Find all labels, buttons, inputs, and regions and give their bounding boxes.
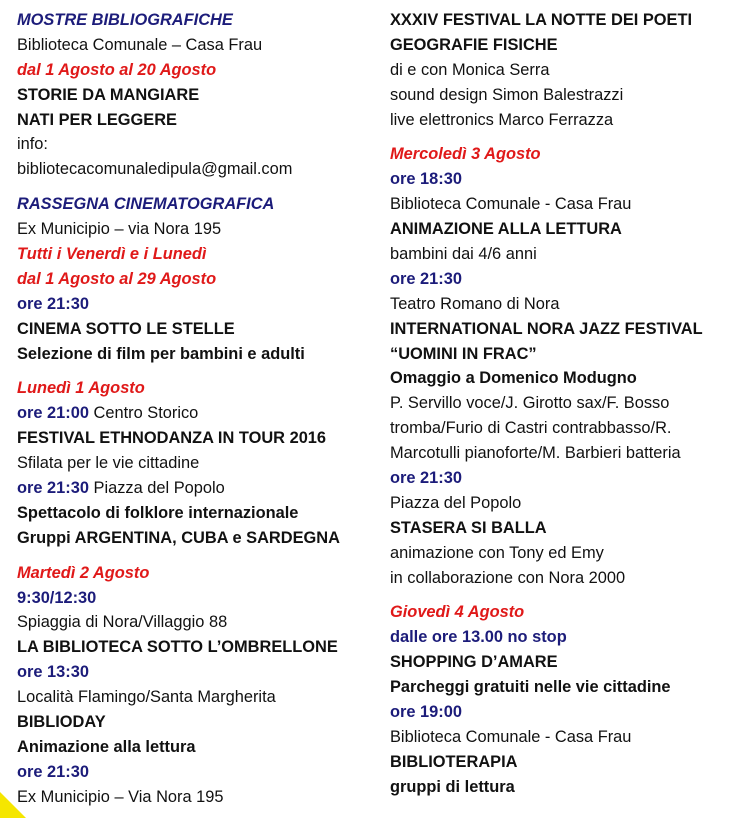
event-credit: P. Servillo voce/J. Girotto sax/F. Bosso — [390, 394, 670, 413]
venue: Località Flamingo/Santa Margherita — [17, 688, 276, 707]
day-schedule: Tutti i Venerdì e i Lunedì — [17, 245, 207, 264]
event-title: GEOGRAFIE FISICHE — [390, 35, 558, 54]
section-header: MOSTRE BIBLIOGRAFICHE — [17, 11, 233, 29]
event-subtitle: gruppi di lettura — [390, 777, 515, 796]
event-time: ore 13:30 — [17, 663, 89, 682]
venue: Teatro Romano di Nora — [390, 294, 560, 313]
event-description: bambini dai 4/6 anni — [390, 245, 537, 264]
event-title: STORIE DA MANGIARE — [17, 85, 200, 104]
event-credit: live elettronics Marco Ferrazza — [390, 110, 614, 129]
event-description: Sfilata per le vie cittadine — [17, 454, 200, 473]
venue: Piazza del Popolo — [88, 479, 225, 498]
venue: Biblioteca Comunale - Casa Frau — [390, 195, 632, 214]
info-label: info: — [17, 135, 48, 154]
event-subtitle: Animazione alla lettura — [17, 737, 196, 756]
event-description: animazione con Tony ed Emy — [390, 543, 604, 562]
venue: Piazza del Popolo — [390, 493, 522, 512]
event-subtitle: Selezione di film per bambini e adulti — [17, 344, 305, 363]
corner-decoration — [0, 792, 26, 818]
event-time: ore 21:30 — [390, 469, 462, 488]
event-time: ore 21:30 — [17, 294, 89, 313]
event-title: BIBLIODAY — [17, 713, 106, 732]
event-time: ore 19:00 — [390, 703, 462, 722]
event-title: INTERNATIONAL NORA JAZZ FESTIVAL — [390, 319, 703, 338]
event-title: ANIMAZIONE ALLA LETTURA — [390, 220, 622, 239]
event-description: in collaborazione con Nora 2000 — [390, 568, 626, 587]
day-date: Martedì 2 Agosto — [17, 563, 150, 582]
cinema-section — [17, 192, 377, 366]
left-column — [17, 8, 377, 810]
day-wednesday-3 — [390, 142, 748, 590]
venue: Ex Municipio – Via Nora 195 — [17, 787, 224, 806]
event-title: BIBLIOTERAPIA — [390, 752, 518, 771]
event-time: ore 18:30 — [390, 170, 462, 189]
section-header: RASSEGNA CINEMATOGRAFICA — [17, 195, 275, 214]
event-credit: Marcotulli pianoforte/M. Barbieri batteria — [390, 444, 681, 463]
time-venue-line — [17, 401, 377, 426]
date-range: dal 1 Agosto al 20 Agosto — [17, 60, 217, 79]
event-credit: di e con Monica Serra — [390, 60, 550, 79]
day-date: Mercoledì 3 Agosto — [390, 145, 541, 164]
venue: Biblioteca Comunale – Casa Frau — [17, 35, 263, 54]
event-time: dalle ore 13.00 no stop — [390, 628, 567, 647]
event-time: ore 21:00 — [17, 404, 89, 423]
event-title: NATI PER LEGGERE — [17, 110, 177, 129]
event-time: ore 21:30 — [17, 479, 89, 498]
event-title: SHOPPING D’AMARE — [390, 653, 558, 672]
venue: Centro Storico — [88, 404, 199, 423]
day-tuesday-2 — [17, 561, 377, 810]
poeti-section — [390, 8, 748, 132]
event-subtitle: Parcheggi gratuiti nelle vie cittadine — [390, 678, 671, 697]
day-date: Giovedì 4 Agosto — [390, 603, 525, 622]
event-subtitle: Omaggio a Domenico Modugno — [390, 369, 637, 388]
day-monday-1 — [17, 376, 377, 550]
date-range: dal 1 Agosto al 29 Agosto — [17, 269, 217, 288]
event-title: XXXIV FESTIVAL LA NOTTE DEI POETI — [390, 11, 693, 29]
venue: Ex Municipio – via Nora 195 — [17, 220, 222, 239]
event-title: Spettacolo di folklore internazionale — [17, 503, 299, 522]
event-time: ore 21:30 — [17, 762, 89, 781]
email-link[interactable]: bibliotecacomunaledipula@gmail.com — [17, 160, 293, 179]
event-title: LA BIBLIOTECA SOTTO L’OMBRELLONE — [17, 638, 338, 657]
mostre-section — [17, 8, 377, 182]
right-column — [390, 8, 748, 800]
event-title: “UOMINI IN FRAC” — [390, 344, 537, 363]
event-title: FESTIVAL ETHNODANZA IN TOUR 2016 — [17, 429, 327, 448]
event-title: Gruppi ARGENTINA, CUBA e SARDEGNA — [17, 528, 340, 547]
event-time: ore 21:30 — [390, 269, 462, 288]
day-thursday-4 — [390, 600, 748, 799]
event-title: CINEMA SOTTO LE STELLE — [17, 319, 235, 338]
event-credit: tromba/Furio di Castri contrabbasso/R. — [390, 419, 672, 438]
time-venue-line — [17, 476, 377, 501]
day-date: Lunedì 1 Agosto — [17, 379, 145, 398]
venue: Spiaggia di Nora/Villaggio 88 — [17, 613, 228, 632]
event-title: STASERA SI BALLA — [390, 518, 547, 537]
event-credit: sound design Simon Balestrazzi — [390, 85, 624, 104]
venue: Biblioteca Comunale - Casa Frau — [390, 727, 632, 746]
event-time: 9:30/12:30 — [17, 588, 97, 607]
